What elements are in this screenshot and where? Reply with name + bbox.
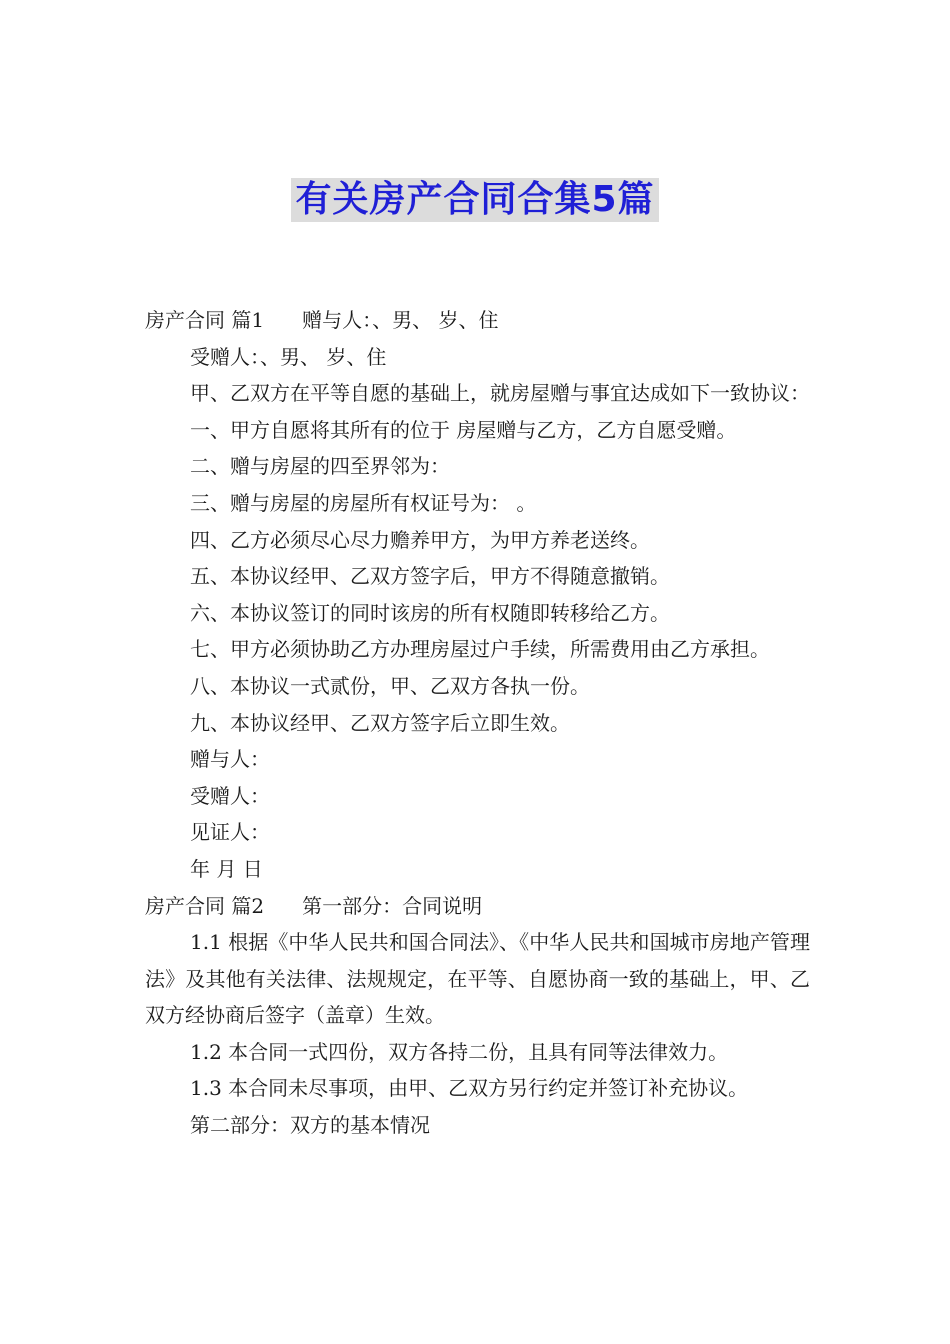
paragraph: 九、本协议经甲、乙双方签字后立即生效。 <box>190 710 570 735</box>
date-line: 年 月 日 <box>190 856 263 881</box>
paragraph: 七、甲方必须协助乙方办理房屋过户手续，所需费用由乙方承担。 <box>190 637 770 662</box>
signature-donor: 赠与人： <box>190 747 270 772</box>
section-heading-1 <box>145 302 810 339</box>
part-heading: 第一部分：合同说明 <box>302 893 483 918</box>
paragraph: 1.3 本合同未尽事项，由甲、乙双方另行约定并签订补充协议。 <box>190 1076 749 1101</box>
paragraph: 四、乙方必须尽心尽力赡养甲方，为甲方养老送终。 <box>190 527 650 552</box>
document-body <box>145 302 810 1144</box>
section-heading-2 <box>145 888 810 925</box>
signature-recipient: 受赠人： <box>190 783 270 808</box>
paragraph: 五、本协议经甲、乙双方签字后，甲方不得随意撤销。 <box>190 564 670 589</box>
section-label: 房产合同 篇2 <box>145 893 265 918</box>
paragraph: 甲、乙双方在平等自愿的基础上，就房屋赠与事宜达成如下一致协议： <box>190 381 810 406</box>
paragraph: 三、赠与房屋的房屋所有权证号为： 。 <box>190 490 537 515</box>
document-title: 有关房产合同合集5篇 <box>291 178 658 222</box>
paragraph: 一、甲方自愿将其所有的位于 房屋赠与乙方，乙方自愿受赠。 <box>190 417 737 442</box>
signature-witness: 见证人： <box>190 820 270 845</box>
donor-line: 赠与人：、男、 岁、住 <box>302 308 499 332</box>
paragraph: 六、本协议签订的同时该房的所有权随即转移给乙方。 <box>190 600 670 625</box>
section-label: 房产合同 篇1 <box>145 308 265 332</box>
paragraph: 1.2 本合同一式四份，双方各持二份，且具有同等法律效力。 <box>190 1039 729 1064</box>
title-container <box>0 178 950 222</box>
paragraph: 受赠人：、男、 岁、住 <box>190 344 387 369</box>
part-heading: 第二部分：双方的基本情况 <box>190 1113 430 1138</box>
paragraph: 1.1 根据《中华人民共和国合同法》、《中华人民共和国城市房地产管理法》及其他有关法律、法规规定，在平等、自愿协商一致的基础上，甲、乙双方经协商后签字（盖章）生效。 <box>145 930 810 1028</box>
paragraph: 八、本协议一式贰份，甲、乙双方各执一份。 <box>190 673 590 698</box>
paragraph: 二、赠与房屋的四至界邻为： <box>190 454 450 479</box>
